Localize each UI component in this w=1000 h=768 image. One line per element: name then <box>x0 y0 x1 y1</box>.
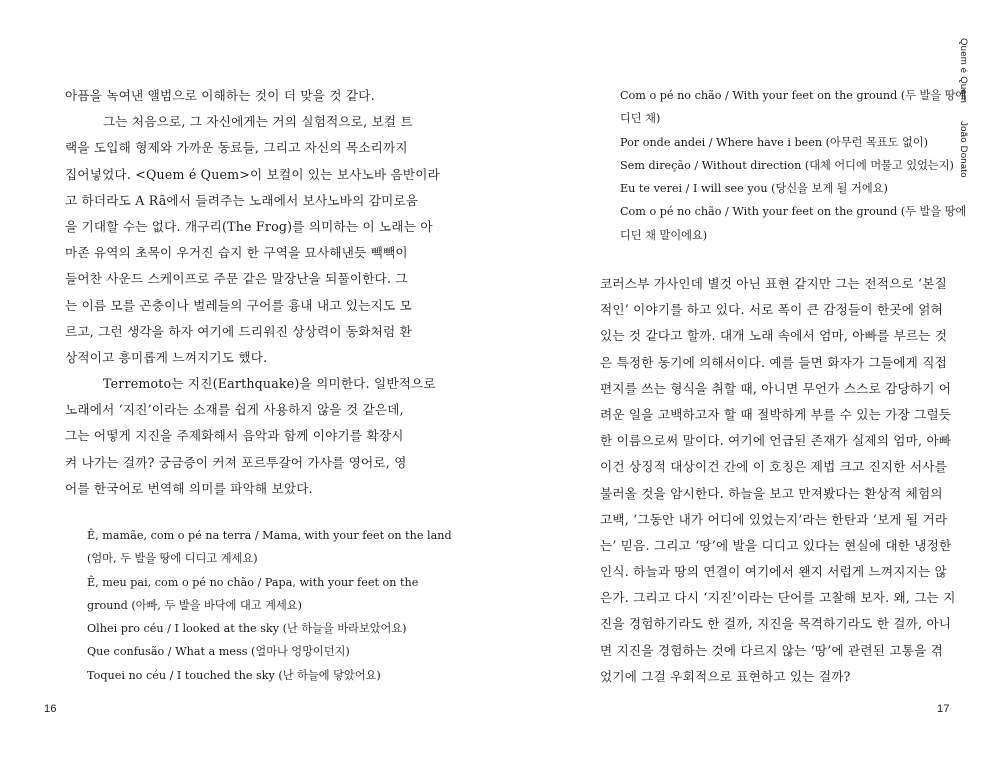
left-lyrics <box>87 524 452 687</box>
page-number-left: 16 <box>44 703 57 715</box>
lyric-line: 디딘 채 말이에요) <box>620 228 708 242</box>
text-line: 마존 유역의 초목이 우거진 습지 한 구역을 묘사해낸듯 빽빽이 <box>65 245 408 261</box>
left-prose <box>65 83 440 502</box>
text-line: 고백, ‘그동안 내가 어디에 있었는지’라는 한탄과 ‘보게 될 거라 <box>600 511 948 527</box>
text-line: 은가. 그리고 다시 ‘지진’이라는 단어를 고찰해 보자. 왜, 그는 지 <box>600 590 956 606</box>
running-head-title: Quem é Quem <box>958 38 969 104</box>
lyric-line: ground (아빠, 두 발을 바닥에 대고 계세요) <box>87 598 302 612</box>
lyric-line: Olhei pro céu / I looked at the sky (난 하늘을 바라보았어요) <box>87 622 407 636</box>
lyric-line: Sem direção / Without direction (대체 어디에 머물고 있었는지) <box>620 158 954 172</box>
text-line: 었기에 그걸 우회적으로 표현하고 있는 걸까? <box>600 668 851 684</box>
text-line: 집어넣었다. <Quem é Quem>이 보컬이 있는 보사노바 음반이라 <box>65 166 440 182</box>
text-line: 진을 경험하기라도 한 걸까, 지진을 목격하기라도 한 걸까, 아니 <box>600 616 952 632</box>
running-head-author: João Donato <box>958 121 969 178</box>
text-line: 노래에서 ‘지진’이라는 소재를 쉽게 사용하지 않을 것 같은데, <box>65 402 404 418</box>
text-line: 어를 한국어로 번역해 의미를 파악해 보았다. <box>65 480 313 496</box>
text-line: 한 이름으로써 말이다. 여기에 언급된 존재가 실제의 엄마, 아빠 <box>600 433 952 449</box>
right-lyrics <box>620 84 966 247</box>
lyric-line: Com o pé no chão / With your feet on the ground (두 발을 땅에 <box>620 205 967 219</box>
text-line: 을 기대할 수는 없다. 개구리(The Frog)를 의미하는 이 노래는 아 <box>65 218 433 234</box>
text-line: 면 지진을 경험하는 것에 다르지 않는 ‘땅’에 관련된 고통을 겪 <box>600 642 944 658</box>
right-page <box>500 0 1000 768</box>
text-line: Terremoto는 지진(Earthquake)을 의미한다. 일반적으로 <box>103 376 436 392</box>
text-line: 있는 것 같다고 할까. 대개 노래 속에서 엄마, 아빠를 부르는 것 <box>600 328 948 344</box>
text-line: 상적이고 흥미롭게 느껴지기도 했다. <box>65 349 268 365</box>
running-head <box>958 38 969 178</box>
text-line: 랙을 도입해 형제와 가까운 동료들, 그리고 자신의 목소리까지 <box>65 140 408 156</box>
text-line: 그는 어떻게 지진을 주제화해서 음악과 함께 이야기를 확장시 <box>65 428 404 444</box>
text-line: 이건 상징적 대상이건 간에 이 호칭은 제법 크고 진지한 서사를 <box>600 459 947 475</box>
lyric-line: Toquei no céu / I touched the sky (난 하늘에 닿았어요) <box>87 668 381 682</box>
text-line: 는’ 믿음. 그리고 ‘땅’에 발을 디디고 있다는 현실에 대한 냉정한 <box>600 537 952 553</box>
lyric-line: Por onde andei / Where have i been (아무런 목표도 없이) <box>620 135 928 149</box>
text-line: 는 이름 모를 곤충이나 벌레들의 구어를 흉내 내고 있는지도 모 <box>65 297 412 313</box>
right-prose <box>600 271 956 690</box>
text-line: 그는 처음으로, 그 자신에게는 거의 실험적으로, 보컬 트 <box>103 114 413 130</box>
text-line: 적인’ 이야기를 하고 있다. 서로 폭이 큰 감정들이 한곳에 얽혀 <box>600 302 944 318</box>
text-line: 르고, 그런 생각을 하자 여기에 드리워진 상상력이 동화처럼 환 <box>65 323 412 339</box>
text-line: 아픔을 녹여낸 앨범으로 이해하는 것이 더 맞을 것 같다. <box>65 88 375 103</box>
page-number-right: 17 <box>937 703 950 715</box>
lyric-line: Que confusão / What a mess (얼마나 엉망이던지) <box>87 645 350 659</box>
text-line: 려운 일을 고백하고자 할 때 절박하게 부를 수 있는 가장 그럴듯 <box>600 406 952 422</box>
text-line: 은 특정한 동기에 의해서이다. 예를 들면 화자가 그들에게 직접 <box>600 354 947 370</box>
text-line: 코러스부 가사인데 별것 아닌 표현 같지만 그는 전적으로 ‘본질 <box>600 276 947 291</box>
lyric-line: Ê, meu pai, com o pé no chão / Papa, with your feet on the <box>87 575 419 589</box>
text-line: 켜 나가는 걸까? 궁금증이 커져 포르투갈어 가사를 영어로, 영 <box>65 454 407 470</box>
text-line: 불러올 것을 암시한다. 하늘을 보고 만져봤다는 환상적 체험의 <box>600 485 943 501</box>
lyric-line: Eu te verei / I will see you (당신을 보게 될 거에요) <box>620 182 888 196</box>
text-line: 고 하더라도 A Rã에서 들려주는 노래에서 보사노바의 감미로움 <box>65 192 419 208</box>
lyric-line: Com o pé no chão / With your feet on the ground (두 발을 땅에 <box>620 89 967 102</box>
text-line: 편지를 쓰는 형식을 취할 때, 아니면 무언가 스스로 감당하기 어 <box>600 380 952 396</box>
lyric-line: 디딘 채) <box>620 112 661 126</box>
lyric-line: Ê, mamãe, com o pé na terra / Mama, with your feet on the land <box>87 529 452 542</box>
text-line: 인식. 하늘과 땅의 연결이 여기에서 왠지 서럽게 느껴지지는 않 <box>600 564 947 580</box>
text-line: 들어찬 사운드 스케이프로 주문 같은 말장난을 되풀이한다. 그 <box>65 271 408 287</box>
lyric-line: (엄마, 두 발을 땅에 디디고 계세요) <box>87 552 258 566</box>
